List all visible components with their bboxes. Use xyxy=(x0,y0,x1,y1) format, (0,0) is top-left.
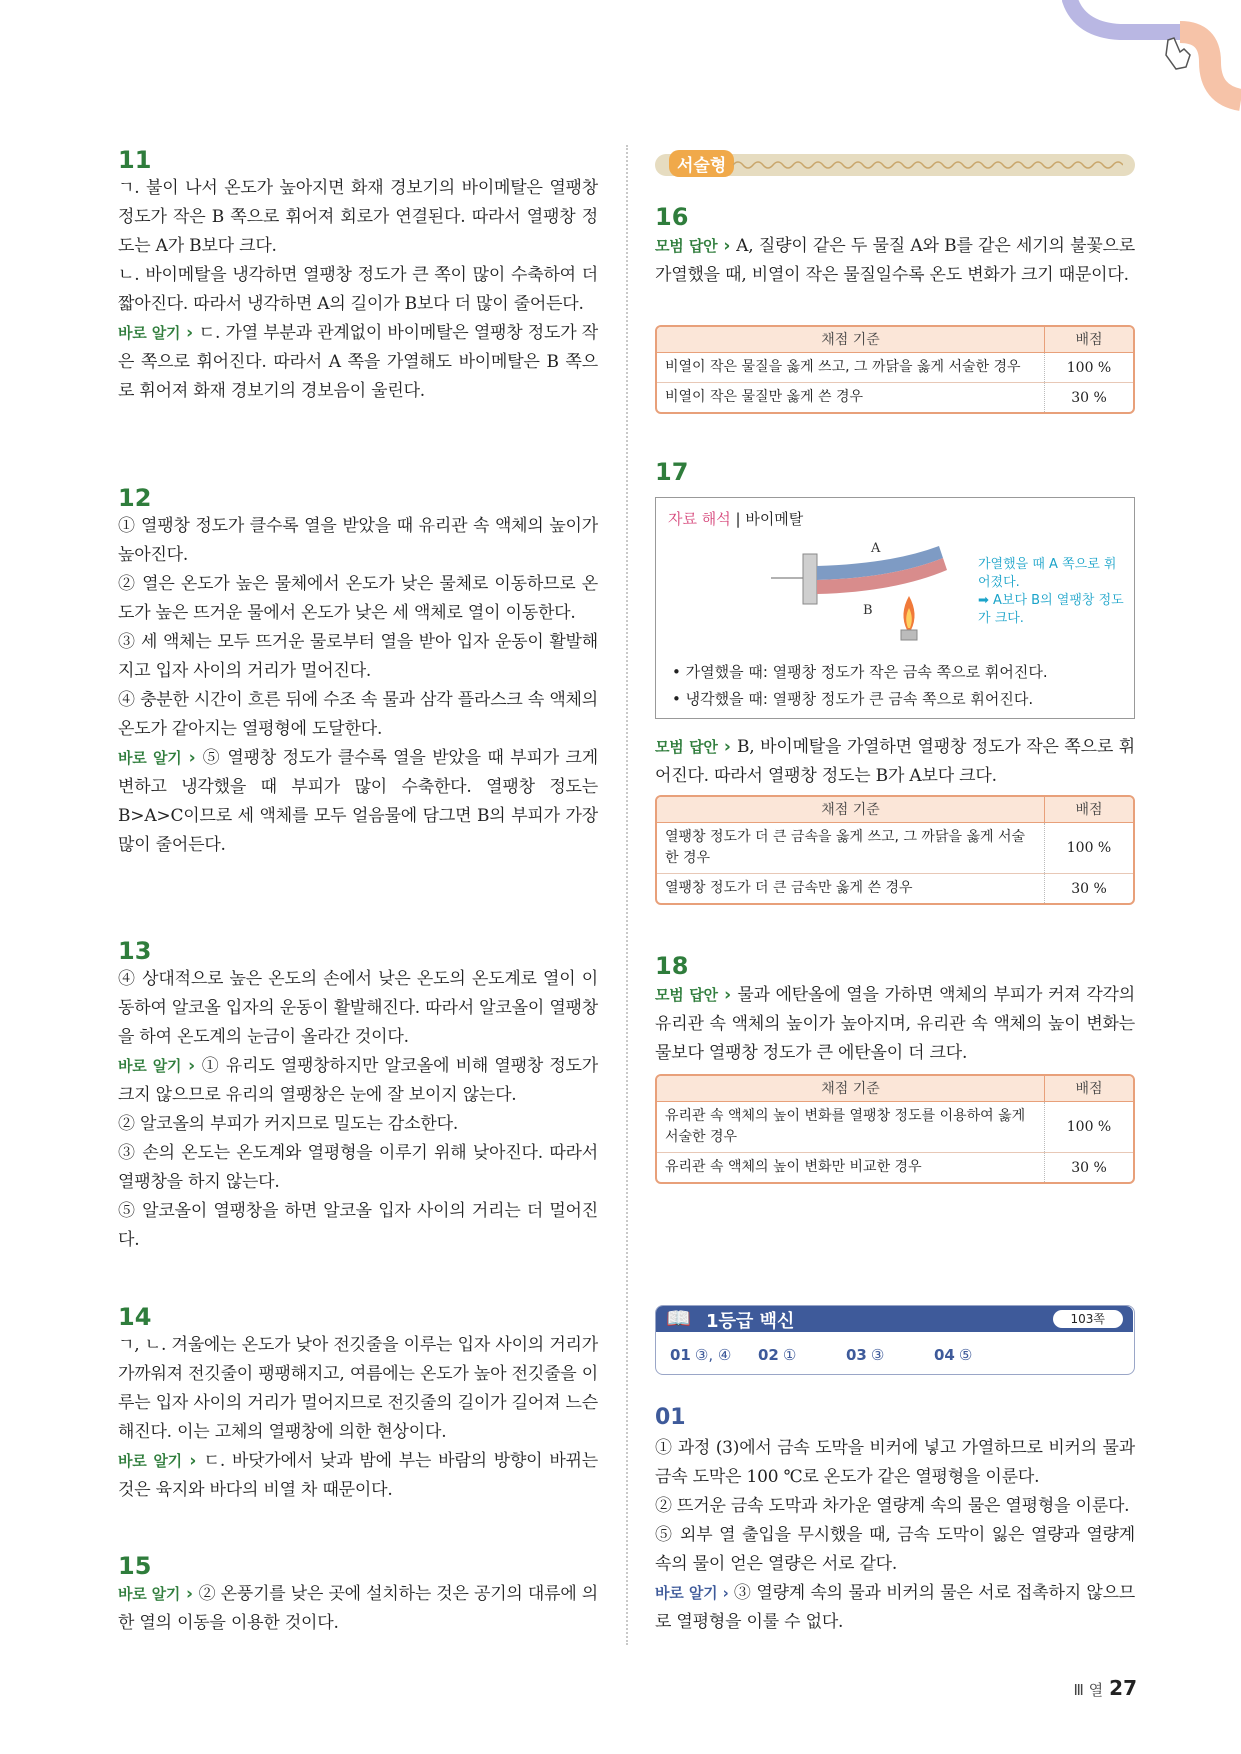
corner-decoration xyxy=(1060,0,1241,115)
answer-12-para-5 xyxy=(118,744,598,860)
answer-value: ③ xyxy=(870,1346,885,1364)
answer-13-para-2 xyxy=(118,1052,598,1110)
correction-tag: 바로 알기 xyxy=(655,1584,718,1602)
header-criteria: 채점 기준 xyxy=(657,1076,1045,1101)
answer-17 xyxy=(655,733,1135,791)
data-box-label: 자료 해석 xyxy=(668,510,731,528)
answer-16-text: A, 질량이 같은 두 물질 A와 B를 같은 세기의 불꽃으로 가열했을 때, 비열이 작은 물질일수록 온도 변화가 크기 때문이다. xyxy=(655,236,1136,285)
answer-13 xyxy=(118,965,598,1255)
answer-16 xyxy=(655,232,1135,290)
answer-value: ③, ④ xyxy=(694,1346,732,1364)
answer-number: 03 xyxy=(846,1346,867,1364)
answer-13-correction: ① 유리도 열팽창하지만 알코올에 비해 열팽창 정도가 크지 않으므로 유리의 열팽창은 눈에 잘 보이지 않는다. xyxy=(118,1056,598,1105)
score-cell: 100 % xyxy=(1066,359,1112,376)
arrow-icon: › xyxy=(717,985,738,1005)
answer-13-para-5: ⑤ 알코올이 열팽창을 하면 알코올 입자 사이의 거리는 더 멀어진다. xyxy=(118,1201,598,1250)
arrow-icon: › xyxy=(181,1056,202,1076)
question-number-16: 16 xyxy=(655,203,689,231)
page-footer xyxy=(1074,1676,1137,1700)
vaccine-answer-01 xyxy=(655,1434,1135,1637)
label-a: A xyxy=(871,541,881,556)
label-b: B xyxy=(863,603,873,618)
answer-12 xyxy=(118,512,598,860)
question-number-14: 14 xyxy=(118,1303,152,1331)
scoring-table-16 xyxy=(655,325,1135,414)
answer-13-para-1: ④ 상대적으로 높은 온도의 손에서 낮은 온도의 온도계로 열이 이동하여 알코올 입자의 운동이 활발해진다. 따라서 알코올이 열팽창을 하여 온도계의 눈금이 올라간 것이다. xyxy=(118,969,598,1047)
answer-17-text: B, 바이메탈을 가열하면 열팽창 정도가 작은 쪽으로 휘어진다. 따라서 열팽창 정도는 B가 A보다 크다. xyxy=(655,737,1136,786)
vaccine-header xyxy=(656,1306,1133,1332)
answer-14 xyxy=(118,1331,598,1505)
answer-18-model xyxy=(655,981,1135,1068)
model-answer-tag: 모범 답안 xyxy=(655,738,718,756)
wave-decoration-icon xyxy=(733,158,1123,172)
question-number-18: 18 xyxy=(655,952,689,980)
page-number: 27 xyxy=(1109,1676,1137,1700)
data-box-title xyxy=(668,508,803,529)
correction-tag: 바로 알기 xyxy=(118,1585,181,1603)
answer-11 xyxy=(118,174,598,406)
header-score: 배점 xyxy=(1075,802,1103,818)
column-divider xyxy=(626,145,628,1645)
criteria-cell: 유리관 속 액체의 높이 변화를 열팽창 정도를 이용하여 옳게 서술한 경우 xyxy=(657,1102,1045,1152)
vaccine-answer-1 xyxy=(670,1346,731,1364)
score-cell: 100 % xyxy=(1066,840,1112,856)
criteria-cell: 비열이 작은 물질만 옳게 쓴 경우 xyxy=(657,383,1045,412)
answer-17-model xyxy=(655,733,1135,791)
vaccine-answer-box xyxy=(655,1305,1135,1375)
table-header xyxy=(657,1076,1133,1102)
table-row xyxy=(657,383,1133,412)
question-number-15: 15 xyxy=(118,1552,152,1580)
bimetal-diagram xyxy=(771,534,981,654)
book-icon: 📖 xyxy=(666,1306,691,1330)
model-answer-tag: 모범 답안 xyxy=(655,237,718,255)
question-number-17: 17 xyxy=(655,458,689,486)
answer-18-text: 물과 에탄올에 열을 가하면 액체의 부피가 커져 각각의 유리관 속 액체의 높이가 높아지며, 유리관 속 액체의 높이 변화는 물보다 열팽창 정도가 큰 에탄올이 더 크다. xyxy=(655,985,1135,1063)
criteria-cell: 유리관 속 액체의 높이 변화만 비교한 경우 xyxy=(657,1153,1045,1182)
header-criteria: 채점 기준 xyxy=(657,327,1045,352)
answer-15-correction: ② 온풍기를 낮은 곳에 설치하는 것은 공기의 대류에 의한 열의 이동을 이용한 것이다. xyxy=(118,1584,599,1633)
vaccine-answer-4 xyxy=(934,1346,972,1364)
scoring-table-17 xyxy=(655,795,1135,905)
table-row xyxy=(657,353,1133,383)
scoring-table-18 xyxy=(655,1074,1135,1184)
question-number-13: 13 xyxy=(118,937,152,965)
answer-14-para-2 xyxy=(118,1447,598,1505)
answer-number: 04 xyxy=(934,1346,955,1364)
arrow-icon: › xyxy=(181,1451,204,1471)
table-row xyxy=(657,823,1133,874)
answer-11-correction: ㄷ. 가열 부분과 관계없이 바이메탈은 열팽창 정도가 작은 쪽으로 휘어진다. 따라서 A 쪽을 가열해도 바이메탈은 B 쪽으로 휘어져 화재 경보기의 경보음이 울린다. xyxy=(118,323,598,401)
answer-12-para-1: ① 열팽창 정도가 클수록 열을 받았을 때 유리관 속 액체의 높이가 높아진다. xyxy=(118,516,598,565)
data-box-topic: 바이메탈 xyxy=(745,510,804,528)
vaccine-question-01: 01 xyxy=(655,1405,686,1430)
score-cell: 30 % xyxy=(1071,1159,1107,1176)
answer-12-para-4: ④ 충분한 시간이 흐른 뒤에 수조 속 물과 삼각 플라스크 속 액체의 온도가 같아지는 열평형에 도달한다. xyxy=(118,690,598,739)
table-header xyxy=(657,327,1133,353)
answer-value: ⑤ xyxy=(958,1346,973,1364)
v01-para-1: ① 과정 (3)에서 금속 도막을 비커에 넣고 가열하므로 비커의 물과 금속 도막은 100 ℃로 온도가 같은 열평형을 이룬다. xyxy=(655,1438,1135,1487)
bullet-cooling: • 냉각했을 때: 열팽창 정도가 큰 금속 쪽으로 휘어진다. xyxy=(672,690,1034,708)
answer-number: 01 xyxy=(670,1346,691,1364)
arrow-icon: › xyxy=(181,748,203,768)
answer-14-para-1: ㄱ, ㄴ. 겨울에는 온도가 낮아 전깃줄을 이루는 입자 사이의 거리가 가까워져 전깃줄이 팽팽해지고, 여름에는 온도가 높아 전깃줄을 이루는 입자 사이의 거리가 멀어지므로 전깃줄의 길이가 길어져 느슨해진다. 이는 고체의 열팽창에 의한 현상이다. xyxy=(118,1335,598,1442)
vaccine-answer-2 xyxy=(758,1346,796,1364)
answer-14-correction: ㄷ. 바닷가에서 낮과 밤에 부는 바람의 방향이 바뀌는 것은 육지와 바다의 비열 차 때문이다. xyxy=(118,1451,599,1500)
header-score: 배점 xyxy=(1075,332,1103,348)
data-interpretation-box xyxy=(655,497,1135,719)
question-number-11: 11 xyxy=(118,146,152,174)
bimetal-note-2: ➡ A보다 B의 열팽창 정도가 크다. xyxy=(978,593,1124,626)
burner-flame-icon xyxy=(901,596,917,640)
correction-tag: 바로 알기 xyxy=(118,1057,182,1075)
bimetal-note xyxy=(978,556,1128,628)
table-header xyxy=(657,797,1133,823)
answer-11-para-2: ㄴ. 바이메탈을 냉각하면 열팽창 정도가 큰 쪽이 많이 수축하여 더 짧아진다. 따라서 냉각하면 A의 길이가 B보다 더 많이 줄어든다. xyxy=(118,265,598,314)
correction-tag: 바로 알기 xyxy=(118,324,181,342)
arrow-icon: › xyxy=(717,236,737,256)
answer-15 xyxy=(118,1580,598,1638)
model-answer-tag: 모범 답안 xyxy=(655,986,718,1004)
answer-13-para-4: ③ 손의 온도는 온도계와 열평형을 이루기 위해 낮아진다. 따라서 열팽창을 하지 않는다. xyxy=(118,1143,598,1192)
answer-18 xyxy=(655,981,1135,1068)
score-cell: 100 % xyxy=(1066,1119,1112,1135)
answer-number: 02 xyxy=(758,1346,779,1364)
arrow-icon: › xyxy=(180,1584,199,1604)
answer-16-model xyxy=(655,232,1135,290)
score-cell: 30 % xyxy=(1071,880,1107,897)
answer-value: ① xyxy=(782,1346,797,1364)
vaccine-page-ref: 103쪽 xyxy=(1053,1310,1124,1328)
descriptive-section-banner xyxy=(655,150,1135,178)
criteria-cell: 열팽창 정도가 더 큰 금속만 옳게 쓴 경우 xyxy=(657,874,1045,903)
arrow-icon: › xyxy=(717,1584,734,1602)
criteria-cell: 비열이 작은 물질을 옳게 쓰고, 그 까닭을 옳게 서술한 경우 xyxy=(657,353,1045,382)
bullet-heating: • 가열했을 때: 열팽창 정도가 작은 금속 쪽으로 휘어진다. xyxy=(672,663,1048,681)
v01-para-4 xyxy=(655,1579,1135,1637)
v01-para-2: ② 뜨거운 금속 도막과 차가운 열량계 속의 물은 열평형을 이룬다. xyxy=(655,1496,1130,1516)
header-score: 배점 xyxy=(1075,1081,1103,1097)
bimetal-note-1: 가열했을 때 A 쪽으로 휘어졌다. xyxy=(978,557,1117,590)
arrow-icon: › xyxy=(717,737,737,757)
score-cell: 30 % xyxy=(1071,389,1107,406)
vaccine-answer-3 xyxy=(846,1346,884,1364)
arrow-icon: › xyxy=(180,323,199,343)
banner-title: 서술형 xyxy=(669,150,734,177)
v01-correction: ③ 열량계 속의 물과 비커의 물은 서로 접촉하지 않으므로 열평형을 이룰 수 없다. xyxy=(655,1583,1136,1632)
chapter-label: Ⅲ 열 xyxy=(1073,1681,1104,1699)
answer-13-para-3: ② 알코올의 부피가 커지므로 밀도는 감소한다. xyxy=(118,1114,459,1134)
answer-12-para-3: ③ 세 액체는 모두 뜨거운 물로부터 열을 받아 입자 운동이 활발해지고 입자 사이의 거리가 멀어진다. xyxy=(118,632,598,681)
answer-11-para-3 xyxy=(118,319,598,406)
table-row xyxy=(657,1102,1133,1153)
v01-para-3: ⑤ 외부 열 출입을 무시했을 때, 금속 도막이 잃은 열량과 열량계 속의 물이 얻은 열량은 서로 같다. xyxy=(655,1525,1135,1574)
data-box-separator: | xyxy=(730,510,746,528)
table-row xyxy=(657,1153,1133,1182)
correction-tag: 바로 알기 xyxy=(118,749,182,767)
answer-15-para-1 xyxy=(118,1580,598,1638)
header-criteria: 채점 기준 xyxy=(657,797,1045,822)
question-number-12: 12 xyxy=(118,484,152,512)
answer-12-correction: ⑤ 열팽창 정도가 클수록 열을 받았을 때 부피가 크게 변하고 냉각했을 때 부피가 많이 수축한다. 열팽창 정도는 B>A>C이므로 세 액체를 모두 얼음물에 담그면 B의 부피가 가장 많이 줄어든다. xyxy=(118,748,598,855)
table-row xyxy=(657,874,1133,903)
criteria-cell: 열팽창 정도가 더 큰 금속을 옳게 쓰고, 그 까닭을 옳게 서술한 경우 xyxy=(657,823,1045,873)
answer-12-para-2: ② 열은 온도가 높은 물체에서 온도가 낮은 물체로 이동하므로 온도가 높은 뜨거운 물에서 온도가 낮은 세 액체로 열이 이동한다. xyxy=(118,574,598,623)
vaccine-title: 1등급 백신 xyxy=(706,1311,795,1332)
correction-tag: 바로 알기 xyxy=(118,1452,182,1470)
answer-11-para-1: ㄱ. 불이 나서 온도가 높아지면 화재 경보기의 바이메탈은 열팽창 정도가 작은 B 쪽으로 휘어져 회로가 연결된다. 따라서 열팽창 정도는 A가 B보다 크다. xyxy=(118,178,598,256)
